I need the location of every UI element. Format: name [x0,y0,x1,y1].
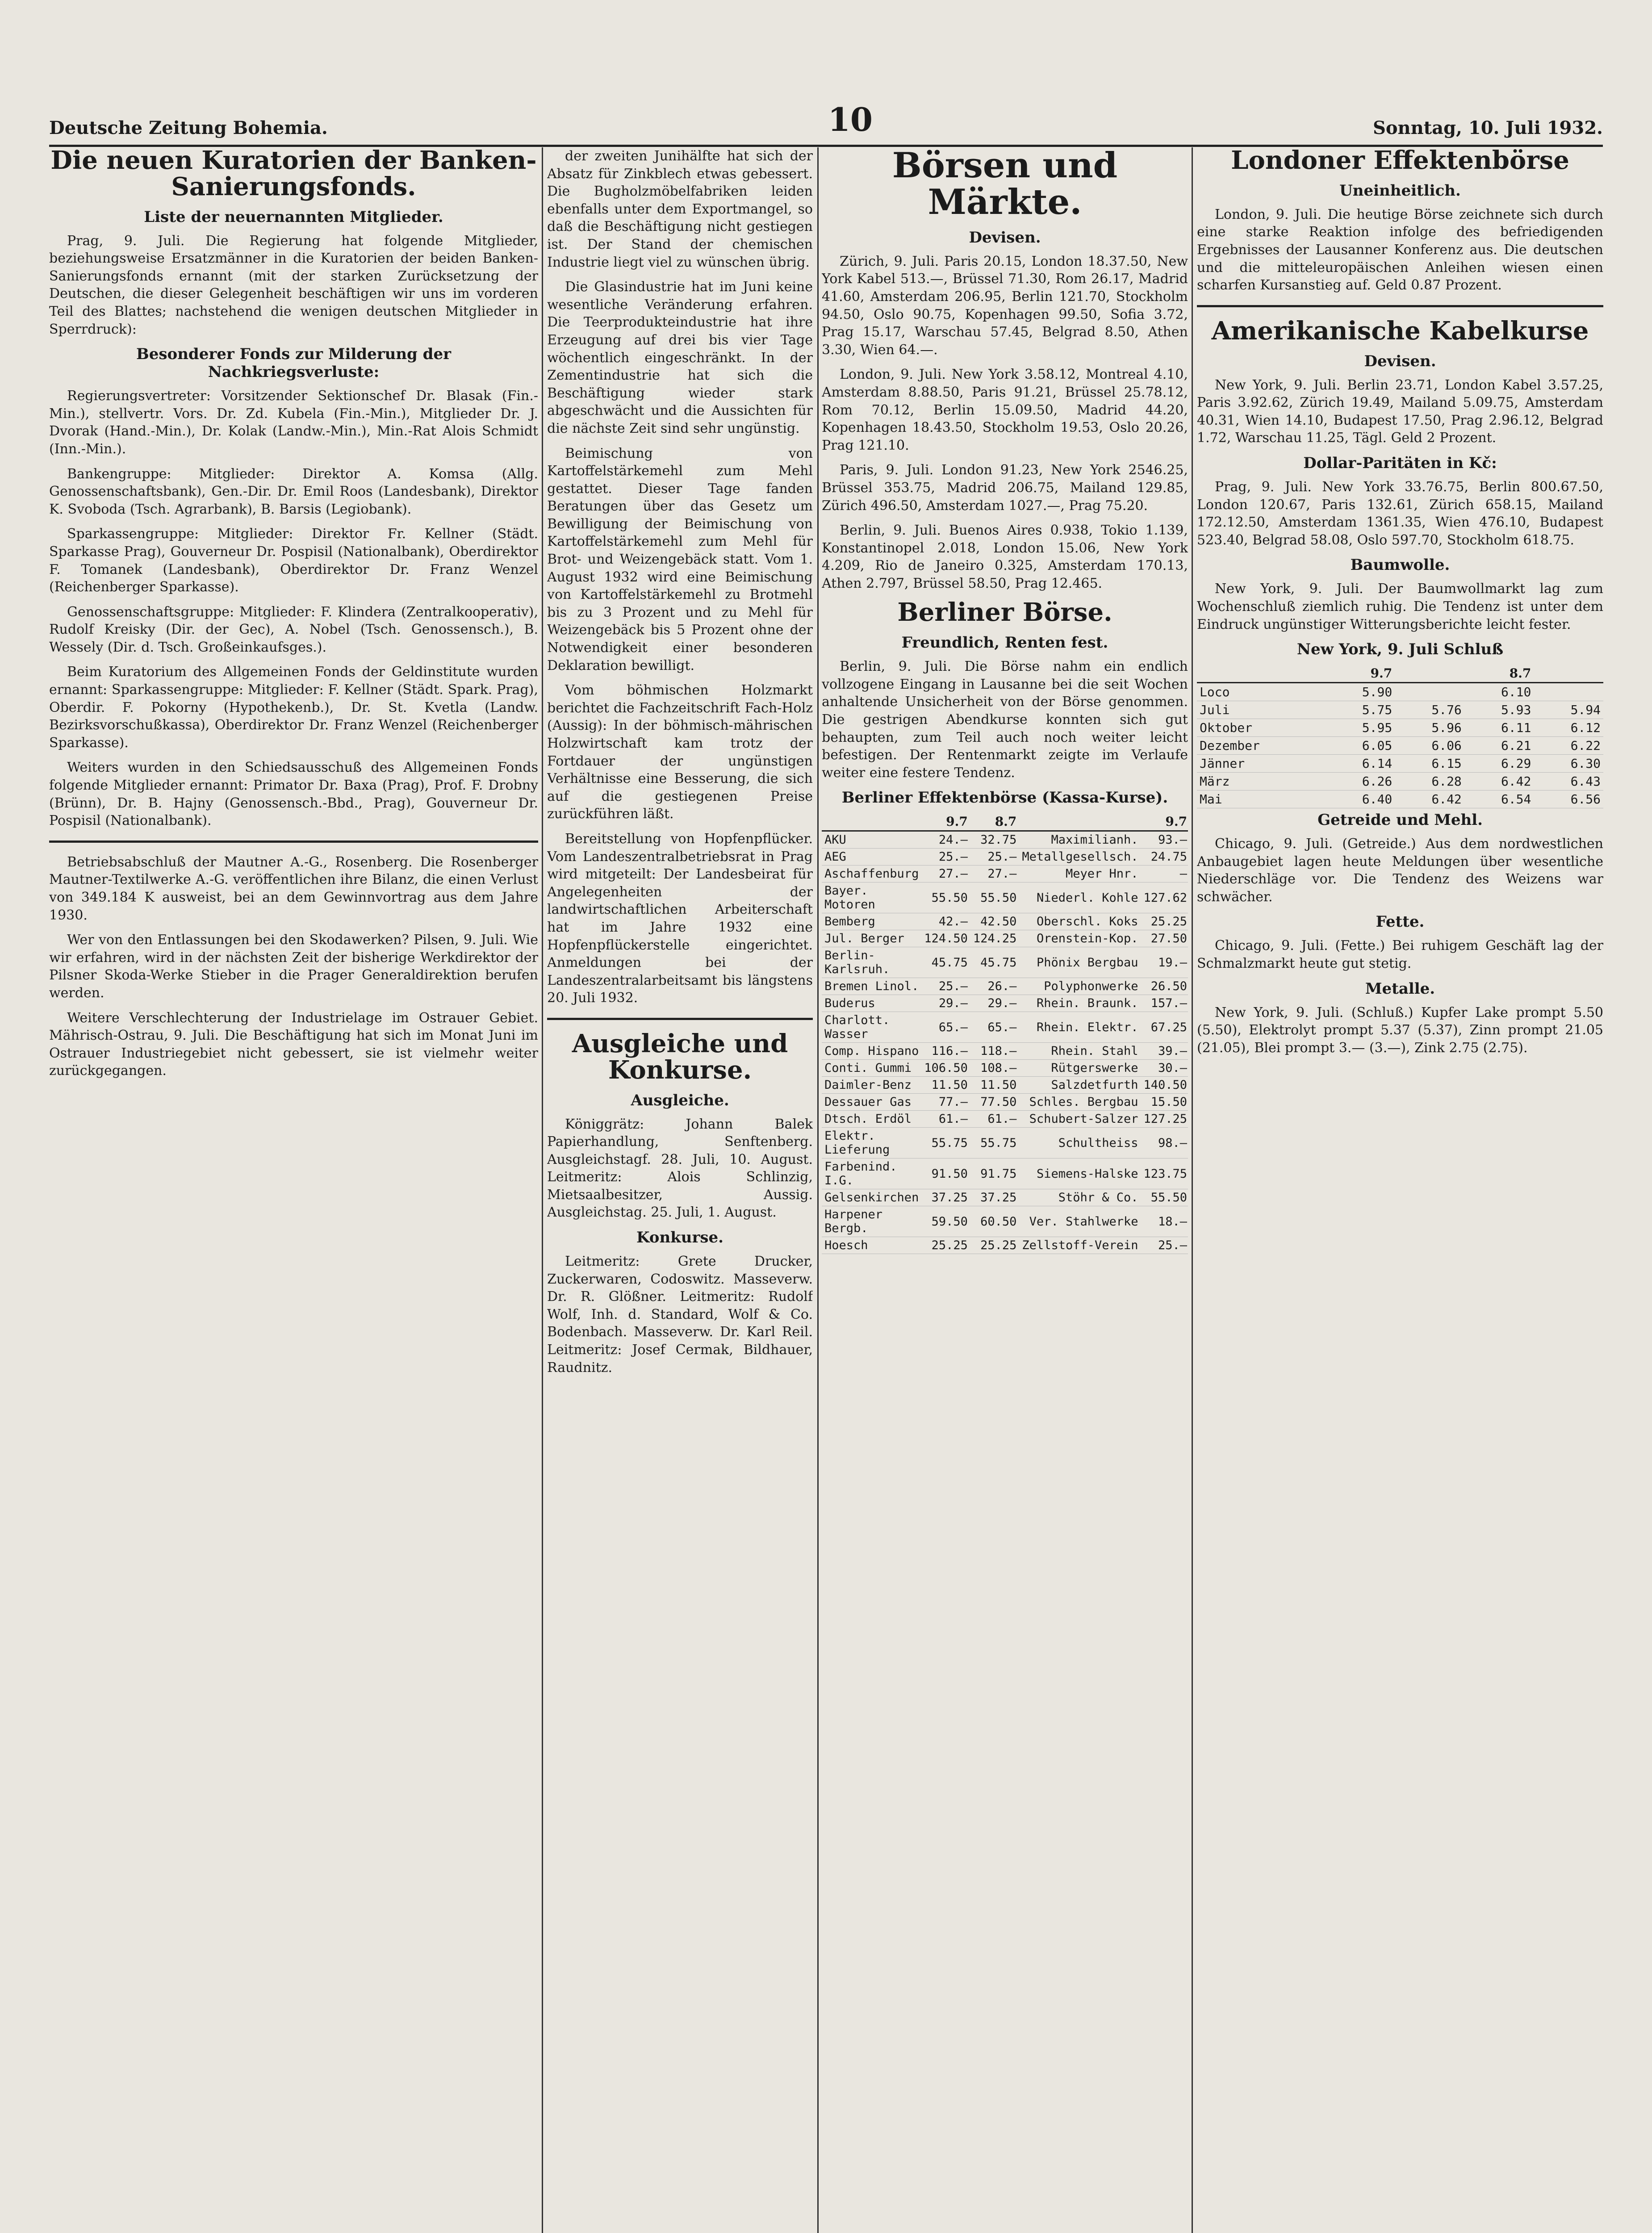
column-rule [817,147,819,2233]
news-note: Weitere Verschlechterung der Industrielage im Ostrauer Gebiet. Mährisch-Ostrau, 9. Juli. Die Beschäftigung hat sich im Monat Juni im Ostrauer Industriegebiet nicht gebessert, sie ist vielmehr weiter zurückgegangen. [49,1010,538,1079]
kasse-row [822,913,1188,930]
headline-berliner-boerse: Berliner Börse. [897,598,1112,627]
subhead-devisen: Devisen. [1364,352,1436,370]
market-paragraph: Berlin, 9. Juli. Buenos Aires 0.938, Tokio 1.139, Konstantinopel 2.018, London 15.06, New York 4.209, Rio de Janeiro 0.325, Amsterdam 170.13, Athen 2.797, Brüssel 58.50, Prag 12.465. [822,523,1188,591]
table-cell: 118.— [970,1043,1020,1060]
cotton-row [1197,773,1603,790]
headline-konkurse: Ausgleiche und Konkurse. [572,1029,788,1085]
kasse-row [822,866,1188,882]
headline-london: Londoner Effektenbörse [1231,147,1569,175]
kasse-row [822,1237,1188,1254]
subhead-getreide: Getreide und Mehl. [1317,811,1483,829]
table-header-cell: 9.7 [1141,813,1188,831]
table-cell: 37.25 [970,1189,1020,1206]
table-cell: 6.29 [1464,755,1534,773]
table-cell: 27.— [970,866,1020,882]
table-cell: 61.— [921,1111,970,1128]
table-cell: 11.50 [970,1077,1020,1094]
table-cell: 127.62 [1141,882,1188,913]
column-rule [542,147,543,2233]
table-cell: 25.25 [1141,913,1188,930]
table-cell: 5.75 [1326,701,1395,719]
table-cell: Metallgesellsch. [1019,849,1141,866]
subhead-baumwolle: Baumwolle. [1350,556,1450,574]
table-cell: 77.— [921,1094,970,1111]
table-cell: Schubert-Salzer [1019,1111,1141,1128]
section-divider [49,841,538,843]
market-paragraph: London, 9. Juli. Die heutige Börse zeichnete sich durch eine starke Reaktion infolge des befriedigenden Ergebnisses der Lausanner Konferenz aus. Die deutschen und die mitteleuropäischen Anleihen wiesen einen scharfen Kursanstieg auf. Geld 0.87 Prozent. [1197,206,1603,293]
cotton-table [1197,665,1603,808]
market-paragraph: Chicago, 9. Juli. (Fette.) Bei ruhigem Geschäft lag der Schmalzmarkt heute gut stetig. [1197,938,1603,972]
table-cell: 6.30 [1534,755,1603,773]
table-cell: 26.50 [1141,978,1188,995]
paper-name: Deutsche Zeitung Bohemia. [49,117,328,138]
table-cell: 55.50 [970,882,1020,913]
table-cell: 91.75 [970,1158,1020,1189]
market-paragraph: Prag, 9. Juli. New York 33.76.75, Berlin 800.67.50, London 120.67, Paris 132.61, Zürich 658.15, Mailand 172.12.50, Amsterdam 1361.35, Wien 476.10, Budapest 523.40, Belgrad 58.08, Oslo 597.70, Stockholm 618.75. [1197,479,1603,548]
news-note: Wer von den Entlassungen bei den Skodawerken? Pilsen, 9. Juli. Wie wir erfahren, wird in der nächsten Zeit der bisherige Werkdirektor der Pilsner Skoda-Werke Stieber in die Prager Generaldirektion berufen werden. [49,932,538,1001]
market-paragraph: New York, 9. Juli. Der Baumwollmarkt lag zum Wochenschluß ziemlich ruhig. Die Tendenz ist unter dem Eindruck ungünstiger Witterungsberichte leicht fester. [1197,581,1603,632]
table-cell: 11.50 [921,1077,970,1094]
article-paragraph: Die Glasindustrie hat im Juni keine wesentliche Veränderung erfahren. Die Teerprodukteindustrie hat ihre Erzeugung auf drei bis vier Tage wöchentlich eingeschränkt. In der Zementindustrie hat sich die Beschäftigung wieder stark abgeschwächt und die Aussichten für die nächste Zeit sind sehr ungünstig. [547,279,813,436]
table-cell: 5.94 [1534,701,1603,719]
article-paragraph: Beimischung von Kartoffelstärkemehl zum Mehl gestattet. Dieser Tage fanden Beratungen über das Gesetz um Bewilligung der Beimischung von Kartoffelstärkemehl zum Mehl für Brot- und Weizengebäck statt. Vom 1. August 1932 wird eine Beimischung von Kartoffelstärkemehl zu Brotmehl bis zu 3 Prozent und zu Mehl für Weizengebäck bis 5 Prozent ohne der Notwendigkeit einer besonderen Deklaration bewilligt. [547,445,813,673]
cotton-table-title: New York, 9. Juli Schluß [1297,640,1504,659]
table-cell: Bremen Linol. [822,978,921,995]
table-cell: Comp. Hispano [822,1043,921,1060]
table-cell: Bayer. Motoren [822,882,921,913]
kasse-row [822,1128,1188,1158]
market-paragraph: New York, 9. Juli. (Schluß.) Kupfer Lake prompt 5.50 (5.50), Elektrolyt prompt 5.37 (5.37), Zinn prompt 21.05 (21.05), Blei prompt 3.— (3.—), Zink 2.75 (2.75). [1197,1004,1603,1056]
table-cell: Siemens-Halske [1019,1158,1141,1189]
kasse-row [822,1111,1188,1128]
table-cell: Dezember [1197,737,1326,755]
table-cell: 157.— [1141,995,1188,1012]
table-cell: 6.28 [1395,773,1464,790]
table-cell: 6.15 [1395,755,1464,773]
issue-date: Sonntag, 10. Juli 1932. [1372,117,1603,138]
table-cell: Phönix Bergbau [1019,947,1141,978]
table-cell: Rhein. Elektr. [1019,1012,1141,1043]
article-paragraph: Bereitstellung von Hopfenpflücker. Vom Landeszentralbetriebsrat in Prag wird mitgeteilt: Der Landesbeirat für Angelegenheiten der landwirtschaftlichen Arbeiterschaft hat im Jahre 1932 eine Hopfenpflückerstelle eingerichtet. Anmeldungen bei der Landeszentralarbeitsamt bis längstens 20. Juli 1932. [547,831,813,1006]
table-cell: Orenstein-Kop. [1019,930,1141,947]
table-cell: Aschaffenburg [822,866,921,882]
market-paragraph: New York, 9. Juli. Berlin 23.71, London Kabel 3.57.25, Paris 3.92.62, Zürich 19.49, Mailand 5.09.75, Amsterdam 40.31, Wien 14.10, Budapest 17.50, Prag 2.96.12, Belgrad 1.72, Warschau 11.25, Tägl. Geld 2 Prozent. [1197,377,1603,446]
headline-kuratorien: Die neuen Kuratorien der Banken-Sanierungsfonds. [50,147,537,201]
table-cell: Stöhr & Co. [1019,1189,1141,1206]
table-cell: Jänner [1197,755,1326,773]
table-cell: 15.50 [1141,1094,1188,1111]
table-cell: 42.50 [970,913,1020,930]
table-cell: Daimler-Benz [822,1077,921,1094]
cotton-row [1197,683,1603,701]
table-cell: 6.11 [1464,719,1534,737]
table-cell: 27.— [921,866,970,882]
table-cell: 29.— [970,995,1020,1012]
table-header-cell: 8.7 [970,813,1020,831]
article-paragraph: der zweiten Junihälfte hat sich der Absatz für Zinkblech etwas gebessert. Die Bugholzmöbelfabriken leiden ebenfalls unter dem Exportmangel, so daß die Beschäftigung nicht gestiegen ist. Der Stand der chemischen Industrie liegt viel zu wünschen übrig. [547,148,813,270]
table-cell: 124.25 [970,930,1020,947]
table-cell: 30.— [1141,1060,1188,1077]
article-paragraph: Vom böhmischen Holzmarkt berichtet die Fachzeitschrift Fach-Holz (Aussig): In der böhmisch-mährischen Holzwirtschaft kam trotz der Fortdauer der ungünstigen Verhältnisse eine Besserung, die sich auf die gestiegenen Preise zurückführen läßt. [547,682,813,822]
table-cell: 25.— [1141,1237,1188,1254]
table-header-cell [822,813,921,831]
subhead-berlin: Freundlich, Renten fest. [901,634,1108,652]
table-cell: 55.75 [921,1128,970,1158]
table-header-cell: 9.7 [921,813,970,831]
kasse-row [822,1094,1188,1111]
table-cell: 98.— [1141,1128,1188,1158]
kasse-row [822,1077,1188,1094]
table-cell: Oktober [1197,719,1326,737]
table-cell [1395,683,1464,701]
table-cell: 93.— [1141,831,1188,849]
table-cell: 55.50 [921,882,970,913]
column-2 [547,147,813,2233]
table-header-cell: 9.7 [1326,665,1395,683]
table-cell: 91.50 [921,1158,970,1189]
table-cell: Farbenind. I.G. [822,1158,921,1189]
subhead-fette: Fette. [1376,913,1425,931]
table-cell: Maximilianh. [1019,831,1141,849]
table-cell: — [1141,866,1188,882]
kasse-row [822,1012,1188,1043]
kasse-row [822,1158,1188,1189]
table-cell: Oberschl. Koks [1019,913,1141,930]
cotton-row [1197,790,1603,808]
table-cell: Hoesch [822,1237,921,1254]
page-number: 10 [828,100,873,138]
section-divider [1197,305,1603,307]
table-cell: Juli [1197,701,1326,719]
table-cell: 26.— [970,978,1020,995]
table-cell: 6.43 [1534,773,1603,790]
table-cell: Conti. Gummi [822,1060,921,1077]
table-cell: 127.25 [1141,1111,1188,1128]
article-paragraph: Königgrätz: Johann Balek Papierhandlung, Senftenberg. Ausgleichstagf. 28. Juli, 10. August. Leitmeritz: Alois Schlinzig, Mietsaalbesitzer, Aussig. Ausgleichstag. 25. Juli, 1. August. [547,1116,813,1221]
article-paragraph: Leitmeritz: Grete Drucker, Zuckerwaren, Codoswitz. Masseverw. Dr. R. Glößner. Leitmeritz: Rudolf Wolf, Inh. d. Standard, Wolf & Co. Bodenbach. Masseverw. Dr. Karl Reil. Leitmeritz: Josef Cermak, Bildhauer, Raudnitz. [547,1254,813,1376]
table-cell: 6.40 [1326,790,1395,808]
table-cell: 77.50 [970,1094,1020,1111]
news-note: Betriebsabschluß der Mautner A.-G., Rosenberg. Die Rosenberger Mautner-Textilwerke A.-G. veröffentlichen ihre Bilanz, die einen Verlust von 349.184 K ausweist, bei an dem Gewinnvortrag aus dem Jahre 1930. [49,854,538,923]
table-cell: 25.— [921,849,970,866]
table-cell: 140.50 [1141,1077,1188,1094]
table-cell: 6.05 [1326,737,1395,755]
table-cell: 5.90 [1326,683,1395,701]
kasse-table [822,813,1188,1254]
market-paragraph: Zürich, 9. Juli. Paris 20.15, London 18.37.50, New York Kabel 513.—, Brüssel 71.30, Rom 26.17, Madrid 41.60, Amsterdam 206.95, Berlin 121.70, Stockholm 94.50, Oslo 90.75, Kopenhagen 99.50, Sofia 3.72, Prag 15.17, Warschau 57.45, Belgrad 8.50, Athen 3.30, Wien 64.—. [822,253,1188,358]
column-1 [49,147,538,2233]
subhead-dollar: Dollar-Paritäten in Kč: [1303,454,1497,472]
kasse-row [822,947,1188,978]
cotton-row [1197,755,1603,773]
table-cell: 60.50 [970,1206,1020,1237]
table-cell: 5.76 [1395,701,1464,719]
table-cell: 6.42 [1464,773,1534,790]
article-paragraph: Beim Kuratorium des Allgemeinen Fonds der Geldinstitute wurden ernannt: Sparkassengruppe: Mitglieder: F. Kellner (Städt. Spark. Prag), Oberdir. F. Pokorny (Hypothekenb.), Dr. St. Kvetla (Landw. Bezirksvorschußkassa), Oberdirektor Dr. Franz Wenzel (Reichenberger Sparkasse). [49,664,538,751]
table-cell: 65.— [970,1012,1020,1043]
table-cell: AEG [822,849,921,866]
table-cell: 24.75 [1141,849,1188,866]
market-paragraph: Paris, 9. Juli. London 91.23, New York 2546.25, Brüssel 353.75, Madrid 206.75, Mailand 129.85, Zürich 496.50, Amsterdam 1027.—, Prag 75.20. [822,462,1188,514]
table-cell: 45.75 [921,947,970,978]
market-paragraph: Chicago, 9. Juli. (Getreide.) Aus dem nordwestlichen Anbaugebiet lagen heute Meldungen über wesentliche Niederschläge vor. Die Tendenz des Weizens war schwächer. [1197,836,1603,905]
section-subhead: Besonderer Fonds zur Milderung der Nachkriegsverluste: [136,345,451,381]
table-cell: AKU [822,831,921,849]
table-cell: 37.25 [921,1189,970,1206]
table-cell: 116.— [921,1043,970,1060]
table-cell: 55.75 [970,1128,1020,1158]
cotton-row [1197,737,1603,755]
table-cell: 29.— [921,995,970,1012]
table-cell: Salzdetfurth [1019,1077,1141,1094]
table-cell: Dtsch. Erdöl [822,1111,921,1128]
kasse-row [822,978,1188,995]
market-paragraph: Berlin, 9. Juli. Die Börse nahm ein endlich vollzogene Eingang in Lausanne bei die seit Wochen anhaltende Unsicherheit von der Börse genommen. Die gestrigen Abendkurse konnten sich gut behaupten, zum Teil auch noch weiter leicht befestigen. Der Rentenmarkt zeigte im Verlaufe weiter eine festere Tendenz. [822,659,1188,781]
table-cell: Polyphonwerke [1019,978,1141,995]
table-cell: 42.— [921,913,970,930]
table-cell: 6.22 [1534,737,1603,755]
table-cell: 123.75 [1141,1158,1188,1189]
page-header [49,94,1603,147]
table-header-cell: 8.7 [1464,665,1534,683]
headline-boersen: Börsen und Märkte. [892,147,1118,222]
table-cell: 5.96 [1395,719,1464,737]
kasse-row [822,1043,1188,1060]
table-cell: 19.— [1141,947,1188,978]
section-divider [547,1018,813,1020]
column-4 [1197,147,1603,2233]
table-cell: 5.95 [1326,719,1395,737]
table-cell: 18.— [1141,1206,1188,1237]
subhead-devisen: Devisen. [969,228,1041,247]
table-cell: Rhein. Stahl [1019,1043,1141,1060]
article-paragraph: Prag, 9. Juli. Die Regierung hat folgende Mitglieder, beziehungsweise Ersatzmänner in die Kuratorien der beiden Banken-Sanierungsfonds ernannt (mit der starken Zurücksetzung der Deutschen, die dieser Gelegenheit beschäftigen wir uns im vorderen Teil des Blattes; nachstehend die wenigen deutschen Mitglieder in Sperrdruck): [49,233,538,337]
table-cell: 6.26 [1326,773,1395,790]
table-cell: Schles. Bergbau [1019,1094,1141,1111]
kasse-row [822,1060,1188,1077]
table-cell: 67.25 [1141,1012,1188,1043]
kasse-row [822,882,1188,913]
table-cell: 32.75 [970,831,1020,849]
subhead-konkurse: Konkurse. [636,1229,724,1247]
cotton-row [1197,701,1603,719]
article-paragraph: Weiters wurden in den Schiedsausschuß des Allgemeinen Fonds folgende Mitglieder ernannt: Primator Dr. Baxa (Prag), Prof. F. Drobny (Brünn), Dr. B. Hajny (Genossensch.-Bbd., Prag), Gouverneur Dr. Pospisil (Nationalbank). [49,760,538,829]
table-cell: Niederl. Kohle [1019,882,1141,913]
kasse-title: Berliner Effektenbörse (Kassa-Kurse). [841,789,1168,807]
table-cell: 6.54 [1464,790,1534,808]
article-paragraph: Sparkassengruppe: Mitglieder: Direktor Fr. Kellner (Städt. Sparkasse Prag), Gouverneur Dr. Pospisil (Nationalbank), Oberdirektor F. Tomanek (Landesbank), Oberdirektor Dr. Franz Wenzel (Reichenberger Sparkasse). [49,526,538,595]
column-3 [822,147,1188,2233]
table-cell: 55.50 [1141,1189,1188,1206]
table-cell: Zellstoff-Verein [1019,1237,1141,1254]
kasse-row [822,995,1188,1012]
table-header-cell [1197,665,1326,683]
table-cell: 6.12 [1534,719,1603,737]
table-cell: 25.— [921,978,970,995]
kasse-row [822,1189,1188,1206]
table-cell: Gelsenkirchen [822,1189,921,1206]
table-cell: Elektr. Lieferung [822,1128,921,1158]
table-cell: Ver. Stahlwerke [1019,1206,1141,1237]
table-cell: Charlott. Wasser [822,1012,921,1043]
table-cell: Dessauer Gas [822,1094,921,1111]
table-cell: Rütgerswerke [1019,1060,1141,1077]
kasse-row [822,849,1188,866]
table-header-cell [1395,665,1464,683]
table-cell: Schultheiss [1019,1128,1141,1158]
table-cell: 5.93 [1464,701,1534,719]
table-cell: 108.— [970,1060,1020,1077]
table-cell: 25.25 [970,1237,1020,1254]
column-rule [1192,147,1193,2233]
table-cell: 6.42 [1395,790,1464,808]
table-cell: Harpener Bergb. [822,1206,921,1237]
kasse-row [822,1206,1188,1237]
table-cell: 106.50 [921,1060,970,1077]
table-cell: Buderus [822,995,921,1012]
cotton-row [1197,719,1603,737]
table-cell: 27.50 [1141,930,1188,947]
article-paragraph: Genossenschaftsgruppe: Mitglieder: F. Klindera (Zentralkooperativ), Rudolf Kreisky (Dir. der Gec), A. Nobel (Tsch. Genossensch.), B. Wessely (Dir. d. Tsch. Großeinkaufsges.). [49,604,538,655]
table-cell: 124.50 [921,930,970,947]
table-cell: Berlin-Karlsruh. [822,947,921,978]
table-header-cell [1534,665,1603,683]
table-cell: 59.50 [921,1206,970,1237]
table-cell: Mai [1197,790,1326,808]
subhead-kuratorien: Liste der neuernannten Mitglieder. [144,208,443,226]
table-cell: 6.14 [1326,755,1395,773]
table-cell: Meyer Hnr. [1019,866,1141,882]
table-cell: 6.06 [1395,737,1464,755]
table-cell: 61.— [970,1111,1020,1128]
table-cell: 6.56 [1534,790,1603,808]
table-cell: Loco [1197,683,1326,701]
table-cell: 24.— [921,831,970,849]
headline-kabelkurse: Amerikanische Kabelkurse [1211,316,1589,346]
table-cell: 25.25 [921,1237,970,1254]
subhead-london: Uneinheitlich. [1339,181,1461,200]
table-cell [1534,683,1603,701]
article-paragraph: Regierungsvertreter: Vorsitzender Sektionschef Dr. Blasak (Fin.-Min.), stellvertr. Vors. Dr. Zd. Kubela (Fin.-Min.), Mitglieder Dr. J. Dvorak (Hand.-Min.), Dr. Kolak (Landw.-Min.), Min.-Rat Alois Schmidt (Inn.-Min.). [49,388,538,457]
subhead-metalle: Metalle. [1365,979,1435,998]
table-cell: 6.21 [1464,737,1534,755]
table-cell: Rhein. Braunk. [1019,995,1141,1012]
kasse-row [822,930,1188,947]
table-cell: 45.75 [970,947,1020,978]
table-cell: März [1197,773,1326,790]
table-header-cell [1019,813,1141,831]
subhead-ausgleiche: Ausgleiche. [631,1091,729,1109]
market-paragraph: London, 9. Juli. New York 3.58.12, Montreal 4.10, Amsterdam 8.88.50, Paris 91.21, Brüssel 25.78.12, Rom 70.12, Berlin 15.09.50, Madrid 44.20, Kopenhagen 18.43.50, Stockholm 19.53, Oslo 20.26, Prag 121.10. [822,367,1188,453]
article-paragraph: Bankengruppe: Mitglieder: Direktor A. Komsa (Allg. Genossenschaftsbank), Gen.-Dir. Dr. Emil Roos (Landesbank), Direktor K. Svoboda (Tsch. Agrarbank), B. Barsis (Legiobank). [49,466,538,517]
table-cell: Jul. Berger [822,930,921,947]
table-cell: 25.— [970,849,1020,866]
table-cell: 65.— [921,1012,970,1043]
table-cell: 6.10 [1464,683,1534,701]
kasse-row [822,831,1188,849]
table-cell: 39.— [1141,1043,1188,1060]
table-cell: Bemberg [822,913,921,930]
